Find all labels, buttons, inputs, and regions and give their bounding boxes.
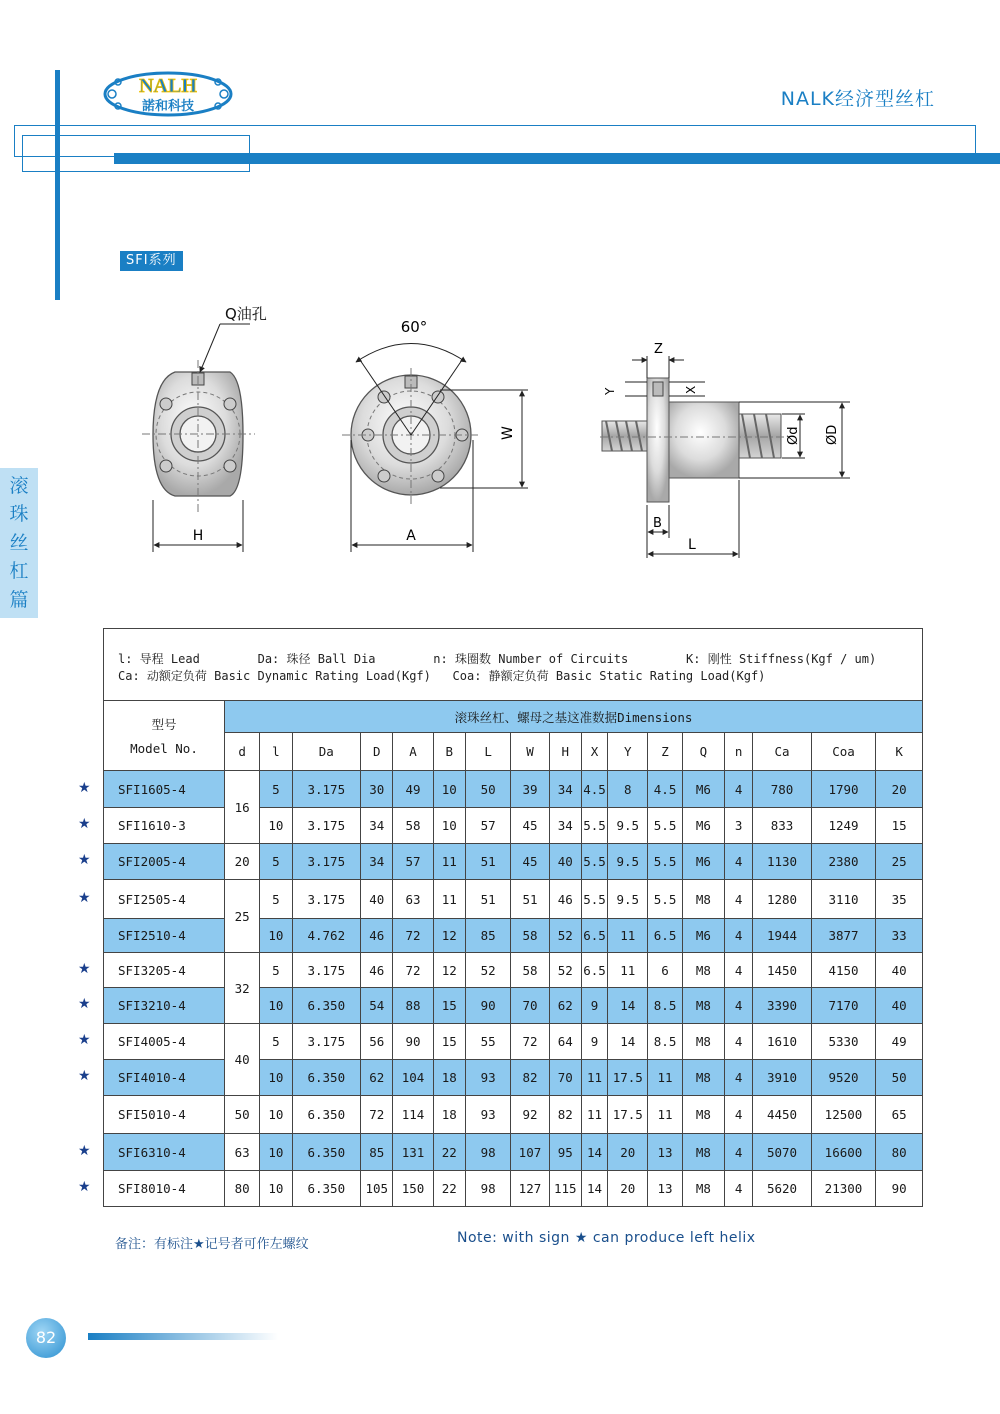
value-cell: 5 [260, 1024, 292, 1060]
value-cell: 4.5 [581, 771, 607, 808]
value-cell: 46 [549, 880, 581, 919]
dim-l-label: L [688, 537, 696, 553]
model-header [104, 701, 225, 771]
value-cell: 11 [581, 1096, 607, 1134]
column-header: Q [682, 733, 724, 771]
value-cell: 72 [393, 919, 433, 953]
value-cell: 35 [876, 880, 923, 919]
left-helix-star-icon: ★ [78, 1032, 91, 1048]
value-cell: 49 [876, 1024, 923, 1060]
model-cell: SFI1605-4 [104, 771, 225, 808]
left-helix-star-icon: ★ [78, 889, 91, 906]
column-header: H [549, 733, 581, 771]
page-number: 82 [26, 1318, 66, 1358]
value-cell: 20 [608, 1171, 648, 1207]
model-cell: SFI4005-4 [104, 1024, 225, 1060]
value-cell: 90 [465, 988, 510, 1024]
value-cell: 2380 [811, 844, 876, 880]
value-cell: 17.5 [608, 1096, 648, 1134]
value-cell: 5 [260, 953, 292, 988]
dim-bigd-label: ØD [825, 424, 840, 445]
column-header: L [465, 733, 510, 771]
value-cell: 105 [361, 1171, 393, 1207]
column-header: Y [608, 733, 648, 771]
value-cell: 25 [876, 844, 923, 880]
value-cell: 93 [465, 1060, 510, 1096]
value-cell: 14 [581, 1171, 607, 1207]
value-cell: 52 [465, 953, 510, 988]
value-cell: 4 [725, 771, 753, 808]
value-cell: 780 [753, 771, 811, 808]
model-header-en: Model No. [130, 741, 198, 756]
value-cell: 15 [433, 1024, 465, 1060]
legend-box [103, 628, 923, 700]
value-cell: 45 [511, 844, 549, 880]
model-cell: SFI2510-4 [104, 919, 225, 953]
dim-y-label: Y [603, 387, 617, 395]
table-row [104, 771, 923, 808]
value-cell: M8 [682, 1096, 724, 1134]
value-cell: 12 [433, 919, 465, 953]
dim-b-label: B [653, 516, 662, 531]
model-cell: SFI2005-4 [104, 844, 225, 880]
model-cell: SFI6310-4 [104, 1134, 225, 1171]
column-header: Da [292, 733, 361, 771]
dim-d-label: Ød [786, 426, 801, 445]
diameter-cell: 20 [224, 844, 259, 880]
value-cell: 6.350 [292, 988, 361, 1024]
value-cell: 6.5 [581, 953, 607, 988]
value-cell: 58 [511, 919, 549, 953]
value-cell: 10 [260, 1134, 292, 1171]
value-cell: 17.5 [608, 1060, 648, 1096]
value-cell: 9520 [811, 1060, 876, 1096]
value-cell: 4 [725, 1024, 753, 1060]
value-cell: 4150 [811, 953, 876, 988]
value-cell: 16600 [811, 1134, 876, 1171]
value-cell: 34 [361, 844, 393, 880]
value-cell: 4 [725, 1060, 753, 1096]
side-tab-char: 杠 [9, 560, 29, 583]
value-cell: M6 [682, 771, 724, 808]
value-cell: 11 [608, 953, 648, 988]
value-cell: 6.350 [292, 1060, 361, 1096]
dim-h-label: H [192, 528, 204, 544]
model-cell: SFI8010-4 [104, 1171, 225, 1207]
value-cell: 95 [549, 1134, 581, 1171]
value-cell: 104 [393, 1060, 433, 1096]
value-cell: 85 [361, 1134, 393, 1171]
value-cell: M8 [682, 1171, 724, 1207]
value-cell: 57 [393, 844, 433, 880]
legend-line-1: l: 导程 Lead Da: 珠径 Ball Dia n: 珠圈数 Number of Circuits K: 刚性 Stiffness(Kgf / um) [118, 652, 877, 666]
value-cell: 62 [549, 988, 581, 1024]
column-header: n [725, 733, 753, 771]
table-row [104, 1134, 923, 1171]
value-cell: 49 [393, 771, 433, 808]
value-cell: 46 [361, 953, 393, 988]
value-cell: 5620 [753, 1171, 811, 1207]
value-cell: 10 [260, 1171, 292, 1207]
angle-label: 60° [400, 318, 428, 336]
model-cell: SFI2505-4 [104, 880, 225, 919]
value-cell: 33 [876, 919, 923, 953]
value-cell: 52 [549, 919, 581, 953]
value-cell: 63 [393, 880, 433, 919]
value-cell: 6.5 [648, 919, 682, 953]
value-cell: 18 [433, 1060, 465, 1096]
value-cell: M6 [682, 919, 724, 953]
left-helix-star-icon: ★ [78, 816, 91, 832]
value-cell: 3.175 [292, 808, 361, 844]
value-cell: 10 [260, 808, 292, 844]
value-cell: 58 [393, 808, 433, 844]
column-header: X [581, 733, 607, 771]
value-cell: 57 [465, 808, 510, 844]
column-header: d [224, 733, 259, 771]
dim-x-label: X [684, 385, 698, 394]
model-cell: SFI3205-4 [104, 953, 225, 988]
value-cell: 40 [876, 988, 923, 1024]
value-cell: 10 [433, 771, 465, 808]
value-cell: 131 [393, 1134, 433, 1171]
spec-table [103, 700, 923, 1207]
value-cell: 70 [511, 988, 549, 1024]
dim-a-label: A [406, 528, 416, 544]
value-cell: 34 [549, 808, 581, 844]
value-cell: 88 [393, 988, 433, 1024]
value-cell: 80 [876, 1134, 923, 1171]
value-cell: 82 [549, 1096, 581, 1134]
value-cell: 21300 [811, 1171, 876, 1207]
value-cell: 13 [648, 1134, 682, 1171]
company-logo [102, 70, 234, 118]
flange-front-view-a [342, 318, 528, 552]
value-cell: 8.5 [648, 988, 682, 1024]
value-cell: 10 [433, 808, 465, 844]
value-cell: 40 [876, 953, 923, 988]
value-cell: M6 [682, 844, 724, 880]
value-cell: 40 [361, 880, 393, 919]
value-cell: 70 [549, 1060, 581, 1096]
value-cell: 1130 [753, 844, 811, 880]
value-cell: 4.5 [648, 771, 682, 808]
value-cell: 6.350 [292, 1171, 361, 1207]
nut-side-view [600, 342, 850, 558]
value-cell: 10 [260, 1060, 292, 1096]
value-cell: 1249 [811, 808, 876, 844]
value-cell: 20 [608, 1134, 648, 1171]
value-cell: 14 [581, 1134, 607, 1171]
column-header: Coa [811, 733, 876, 771]
value-cell: M8 [682, 1024, 724, 1060]
value-cell: M8 [682, 1060, 724, 1096]
value-cell: 55 [465, 1024, 510, 1060]
side-tab-char: 篇 [9, 588, 29, 611]
header-vertical-line [55, 70, 60, 300]
column-header: l [260, 733, 292, 771]
value-cell: M8 [682, 988, 724, 1024]
value-cell: 3.175 [292, 953, 361, 988]
value-cell: 833 [753, 808, 811, 844]
value-cell: 12 [433, 953, 465, 988]
value-cell: 11 [648, 1060, 682, 1096]
diameter-cell: 32 [224, 953, 259, 1024]
value-cell: 20 [876, 771, 923, 808]
side-tab [0, 468, 38, 618]
table-row [104, 1096, 923, 1134]
dim-z-label: Z [654, 342, 663, 357]
value-cell: M8 [682, 880, 724, 919]
left-helix-star-icon: ★ [78, 1142, 91, 1159]
value-cell: 3.175 [292, 844, 361, 880]
value-cell: 92 [511, 1096, 549, 1134]
value-cell: 1280 [753, 880, 811, 919]
column-header: W [511, 733, 549, 771]
value-cell: 9.5 [608, 880, 648, 919]
table-row [104, 844, 923, 880]
value-cell: 14 [608, 1024, 648, 1060]
logo-text: NALH [139, 75, 197, 97]
value-cell: 52 [549, 953, 581, 988]
table-row [104, 1171, 923, 1207]
model-header-cn: 型号 [151, 717, 177, 732]
value-cell: 3.175 [292, 1024, 361, 1060]
value-cell: 98 [465, 1171, 510, 1207]
technical-drawings [80, 300, 940, 570]
value-cell: 3 [725, 808, 753, 844]
side-tab-char: 滚 [9, 474, 29, 497]
value-cell: 6.5 [581, 919, 607, 953]
value-cell: 5.5 [648, 880, 682, 919]
value-cell: 15 [433, 988, 465, 1024]
table-row [104, 1024, 923, 1060]
value-cell: 3110 [811, 880, 876, 919]
value-cell: 3.175 [292, 880, 361, 919]
value-cell: 51 [511, 880, 549, 919]
value-cell: 5 [260, 880, 292, 919]
value-cell: 150 [393, 1171, 433, 1207]
value-cell: 107 [511, 1134, 549, 1171]
value-cell: 6.350 [292, 1134, 361, 1171]
value-cell: 82 [511, 1060, 549, 1096]
value-cell: 85 [465, 919, 510, 953]
value-cell: 93 [465, 1096, 510, 1134]
column-header: D [361, 733, 393, 771]
diameter-cell: 63 [224, 1134, 259, 1171]
value-cell: 115 [549, 1171, 581, 1207]
value-cell: M8 [682, 953, 724, 988]
left-helix-star-icon: ★ [78, 996, 91, 1012]
value-cell: 64 [549, 1024, 581, 1060]
value-cell: 40 [549, 844, 581, 880]
value-cell: 10 [260, 988, 292, 1024]
value-cell: 45 [511, 808, 549, 844]
value-cell: 10 [260, 919, 292, 953]
value-cell: 5.5 [581, 808, 607, 844]
value-cell: 9 [581, 1024, 607, 1060]
dimensions-group-header: 滚珠丝杠、螺母之基这准数据Dimensions [224, 701, 922, 733]
value-cell: 51 [465, 880, 510, 919]
diameter-cell: 80 [224, 1171, 259, 1207]
value-cell: M8 [682, 1134, 724, 1171]
spec-table-body [104, 771, 923, 1207]
value-cell: 34 [361, 808, 393, 844]
value-cell: 9 [581, 988, 607, 1024]
column-header: K [876, 733, 923, 771]
value-cell: 72 [511, 1024, 549, 1060]
model-cell: SFI5010-4 [104, 1096, 225, 1134]
value-cell: 12500 [811, 1096, 876, 1134]
left-helix-star-icon: ★ [78, 960, 91, 977]
model-cell: SFI3210-4 [104, 988, 225, 1024]
logo-subtext: 諾和科技 [141, 99, 195, 114]
value-cell: 5.5 [648, 844, 682, 880]
table-row [104, 880, 923, 919]
value-cell: 54 [361, 988, 393, 1024]
value-cell: 114 [393, 1096, 433, 1134]
note-english: Note: with sign ★ can produce left helix [457, 1230, 756, 1246]
value-cell: 4450 [753, 1096, 811, 1134]
left-helix-star-icon: ★ [78, 852, 91, 868]
legend-line-2: Ca: 动额定负荷 Basic Dynamic Rating Load(Kgf) Coa: 静额定负荷 Basic Static Rating Load(Kgf) [118, 669, 766, 683]
value-cell: 1450 [753, 953, 811, 988]
value-cell: 6 [648, 953, 682, 988]
value-cell: 1610 [753, 1024, 811, 1060]
oil-hole-label: Q油孔 [225, 305, 267, 323]
value-cell: 5.5 [581, 844, 607, 880]
model-cell: SFI4010-4 [104, 1060, 225, 1096]
value-cell: 4 [725, 919, 753, 953]
value-cell: 10 [260, 1096, 292, 1134]
value-cell: 11 [608, 919, 648, 953]
value-cell: 39 [511, 771, 549, 808]
value-cell: 1944 [753, 919, 811, 953]
flange-front-view-h [142, 305, 267, 552]
value-cell: 9.5 [608, 808, 648, 844]
value-cell: 5330 [811, 1024, 876, 1060]
value-cell: 4.762 [292, 919, 361, 953]
value-cell: 7170 [811, 988, 876, 1024]
value-cell: 5 [260, 844, 292, 880]
value-cell: 6.350 [292, 1096, 361, 1134]
value-cell: 50 [465, 771, 510, 808]
value-cell: 1790 [811, 771, 876, 808]
column-header: B [433, 733, 465, 771]
value-cell: 22 [433, 1171, 465, 1207]
left-helix-star-icon: ★ [78, 1179, 91, 1195]
series-badge: SFI系列 [120, 251, 183, 271]
value-cell: 14 [608, 988, 648, 1024]
value-cell: 4 [725, 1134, 753, 1171]
note-chinese: 备注：有标注★记号者可作左螺纹 [115, 1237, 309, 1252]
value-cell: 5070 [753, 1134, 811, 1171]
value-cell: 11 [433, 880, 465, 919]
value-cell: 9.5 [608, 844, 648, 880]
value-cell: 56 [361, 1024, 393, 1060]
value-cell: 4 [725, 1096, 753, 1134]
value-cell: 11 [581, 1060, 607, 1096]
value-cell: 62 [361, 1060, 393, 1096]
table-row [104, 953, 923, 988]
model-cell: SFI1610-3 [104, 808, 225, 844]
document-title: NALK经济型丝杠 [780, 88, 935, 110]
value-cell: 5.5 [581, 880, 607, 919]
value-cell: 3910 [753, 1060, 811, 1096]
value-cell: 4 [725, 844, 753, 880]
value-cell: 4 [725, 1171, 753, 1207]
diameter-cell: 16 [224, 771, 259, 844]
value-cell: 8 [608, 771, 648, 808]
value-cell: 58 [511, 953, 549, 988]
value-cell: 72 [361, 1096, 393, 1134]
value-cell: 46 [361, 919, 393, 953]
left-helix-star-icon: ★ [78, 1068, 91, 1084]
value-cell: 50 [876, 1060, 923, 1096]
diameter-cell: 40 [224, 1024, 259, 1096]
value-cell: M6 [682, 808, 724, 844]
column-header-row [104, 733, 923, 771]
value-cell: 51 [465, 844, 510, 880]
value-cell: 11 [648, 1096, 682, 1134]
value-cell: 18 [433, 1096, 465, 1134]
value-cell: 98 [465, 1134, 510, 1171]
value-cell: 72 [393, 953, 433, 988]
value-cell: 3877 [811, 919, 876, 953]
value-cell: 4 [725, 953, 753, 988]
value-cell: 5.5 [648, 808, 682, 844]
value-cell: 22 [433, 1134, 465, 1171]
value-cell: 8.5 [648, 1024, 682, 1060]
value-cell: 90 [876, 1171, 923, 1207]
value-cell: 90 [393, 1024, 433, 1060]
value-cell: 65 [876, 1096, 923, 1134]
column-header: A [393, 733, 433, 771]
value-cell: 3390 [753, 988, 811, 1024]
footer-bar [88, 1333, 278, 1340]
diameter-cell: 50 [224, 1096, 259, 1134]
value-cell: 127 [511, 1171, 549, 1207]
value-cell: 15 [876, 808, 923, 844]
left-helix-star-icon: ★ [78, 779, 91, 796]
dim-w-label: W [500, 426, 516, 440]
value-cell: 5 [260, 771, 292, 808]
value-cell: 4 [725, 988, 753, 1024]
value-cell: 11 [433, 844, 465, 880]
value-cell: 4 [725, 880, 753, 919]
side-tab-char: 丝 [9, 531, 29, 554]
value-cell: 30 [361, 771, 393, 808]
column-header: Ca [753, 733, 811, 771]
value-cell: 13 [648, 1171, 682, 1207]
diameter-cell: 25 [224, 880, 259, 953]
value-cell: 34 [549, 771, 581, 808]
value-cell: 3.175 [292, 771, 361, 808]
header-bar [114, 153, 1000, 164]
side-tab-char: 珠 [9, 503, 29, 526]
column-header: Z [648, 733, 682, 771]
